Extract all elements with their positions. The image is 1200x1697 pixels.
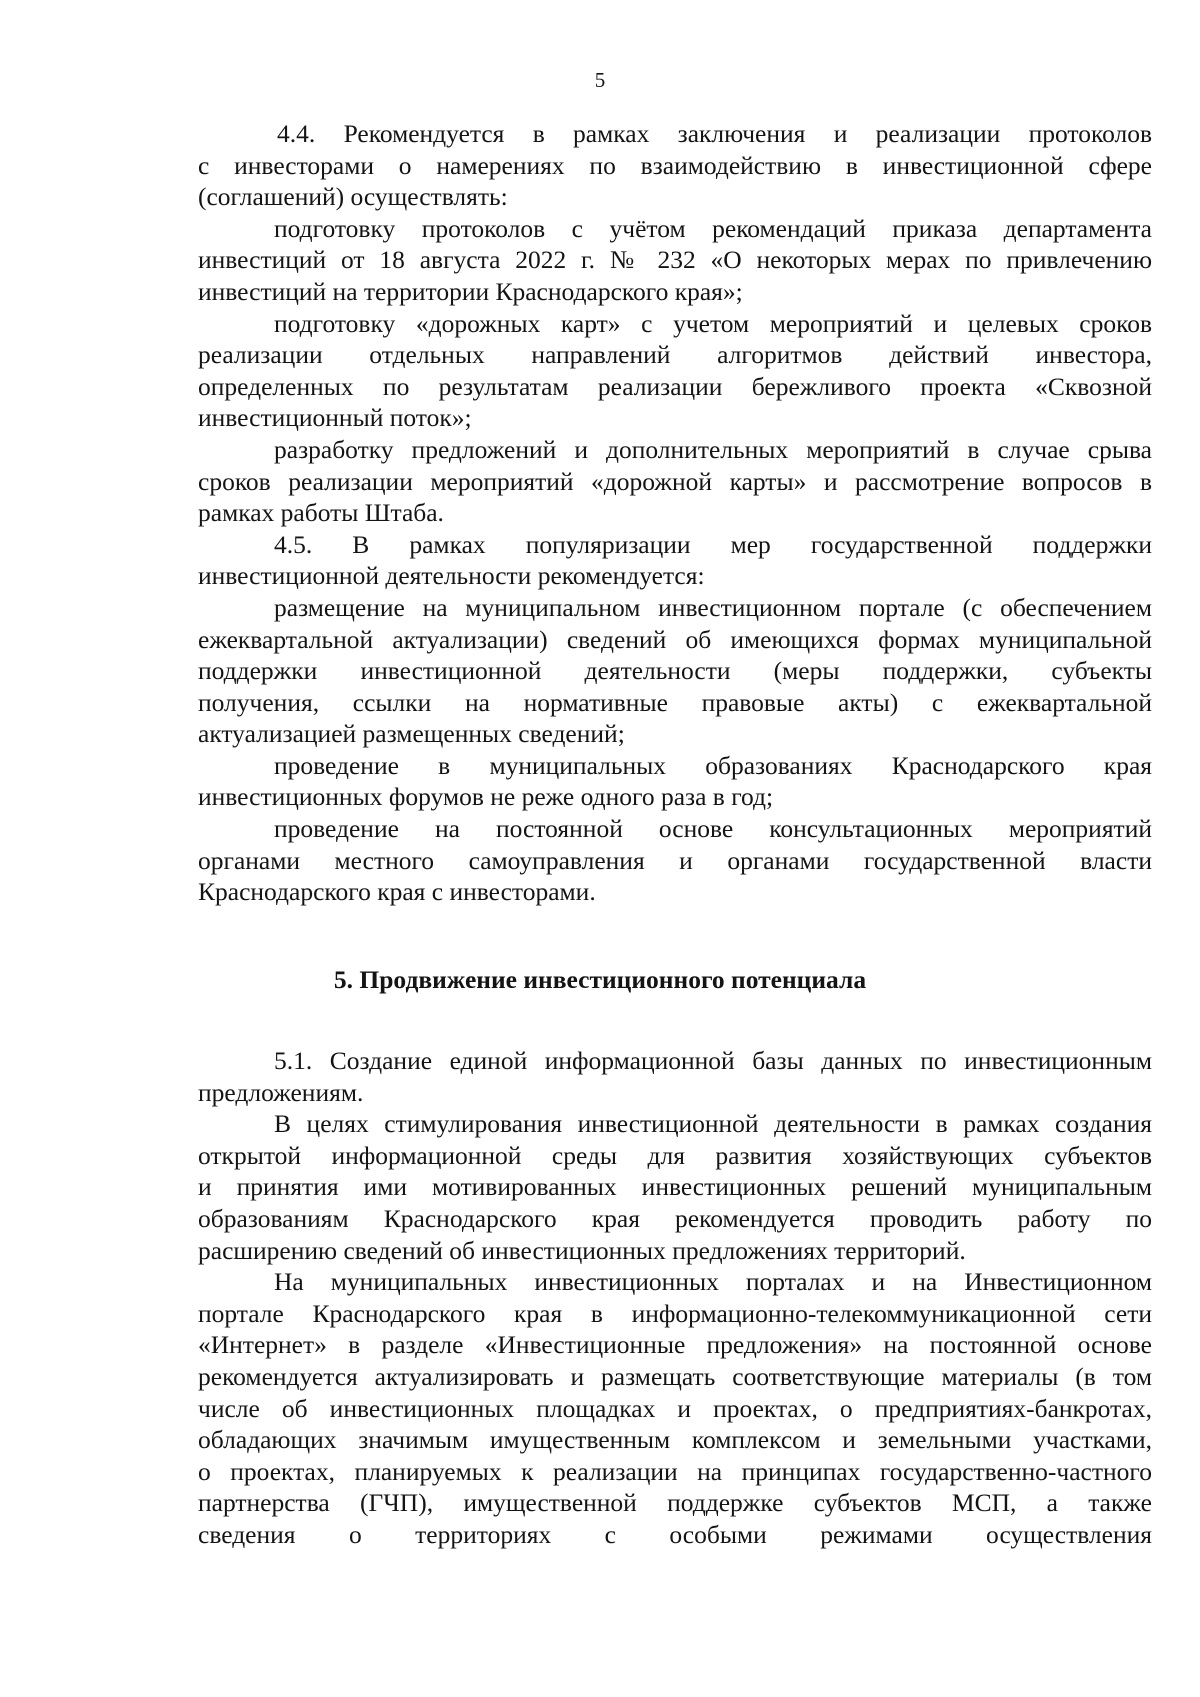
text-line: реализации отдельных направлений алгоритмов действий инвестора, (198, 340, 1152, 370)
text-line: актуализацией размещенных сведений; (198, 719, 625, 749)
text-line: партнерства (ГЧП), имущественной поддержке субъектов МСП, а также (198, 1488, 1152, 1518)
text-line: Краснодарского края с инвесторами. (198, 877, 596, 907)
text-line: сведения о территориях с особыми режимами осуществления (198, 1519, 1152, 1549)
text-line: проведение на постоянной основе консультационных мероприятий (274, 814, 1152, 844)
text-line: размещение на муниципальном инвестиционном портале (с обеспечением (274, 592, 1152, 622)
text-line: подготовку «дорожных карт» с учетом мероприятий и целевых сроков (274, 308, 1152, 338)
text-line: открытой информационной среды для развития хозяйствующих субъектов (198, 1140, 1152, 1170)
text-line: инвестиционной деятельности рекомендуется: (198, 561, 705, 591)
text-line: «Интернет» в разделе «Инвестиционные предложения» на постоянной основе (198, 1330, 1152, 1360)
text-line: с инвесторами о намерениях по взаимодействию в инвестиционной сфере (198, 150, 1152, 180)
text-line: проведение в муниципальных образованиях Краснодарского края (274, 750, 1152, 780)
text-line: инвестиций на территории Краснодарского края»; (198, 276, 743, 306)
text-line: 5.1. Создание единой информационной базы данных по инвестиционным (274, 1046, 1152, 1075)
text-line: разработку предложений и дополнительных мероприятий в случае срыва (274, 434, 1152, 464)
text-line: (соглашений) осуществлять: (198, 182, 508, 212)
text-line: образованиям Краснодарского края рекомендуется проводить работу по (198, 1203, 1152, 1233)
text-line: 4.5. В рамках популяризации мер государственной поддержки (274, 529, 1152, 559)
text-line: органами местного самоуправления и органами государственной власти (198, 845, 1152, 875)
text-line: портале Краснодарского края в информационно-телекоммуникационной сети (198, 1298, 1152, 1328)
text-line: получения, ссылки на нормативные правовые акты) с ежеквартальной (198, 687, 1152, 717)
text-line: В целях стимулирования инвестиционной деятельности в рамках создания (274, 1109, 1152, 1139)
section-4-continuation (198, 118, 1152, 908)
text-line: инвестиций от 18 августа 2022 г. № 232 «О некоторых мерах по привлечению (198, 245, 1152, 275)
text-line: 4.4. Рекомендуется в рамках заключения и реализации протоколов (277, 119, 1152, 148)
text-line: предложениям. (198, 1077, 364, 1107)
text-line: инвестиционных форумов не реже одного раза в год; (198, 782, 774, 812)
text-line: числе об инвестиционных площадках и проектах, о предприятиях-банкротах, (198, 1393, 1152, 1423)
text-line: рамках работы Штаба. (198, 498, 444, 528)
section-5-heading: 5. Продвижение инвестиционного потенциала (333, 965, 867, 994)
text-line: обладающих значимым имущественным комплексом и земельными участками, (198, 1425, 1152, 1455)
text-line: рекомендуется актуализировать и размещать соответствующие материалы (в том (198, 1361, 1152, 1391)
text-line: о проектах, планируемых к реализации на принципах государственно-частного (198, 1456, 1152, 1486)
text-line: ежеквартальной актуализации) сведений об имеющихся формах муниципальной (198, 624, 1152, 654)
text-line: определенных по результатам реализации бережливого проекта «Сквозной (198, 371, 1152, 401)
text-line: подготовку протоколов с учётом рекомендаций приказа департамента (274, 213, 1152, 243)
text-line: На муниципальных инвестиционных порталах и на Инвестиционном (274, 1267, 1152, 1297)
page-number: 5 (594, 68, 606, 92)
text-line: сроков реализации мероприятий «дорожной карты» и рассмотрение вопросов в (198, 466, 1152, 496)
section-5-body (198, 1045, 1152, 1551)
text-line: инвестиционный поток»; (198, 403, 472, 433)
text-line: поддержки инвестиционной деятельности (меры поддержки, субъекты (198, 656, 1152, 686)
text-line: расширению сведений об инвестиционных предложениях территорий. (198, 1235, 966, 1265)
text-line: и принятия ими мотивированных инвестиционных решений муниципальным (198, 1172, 1152, 1202)
